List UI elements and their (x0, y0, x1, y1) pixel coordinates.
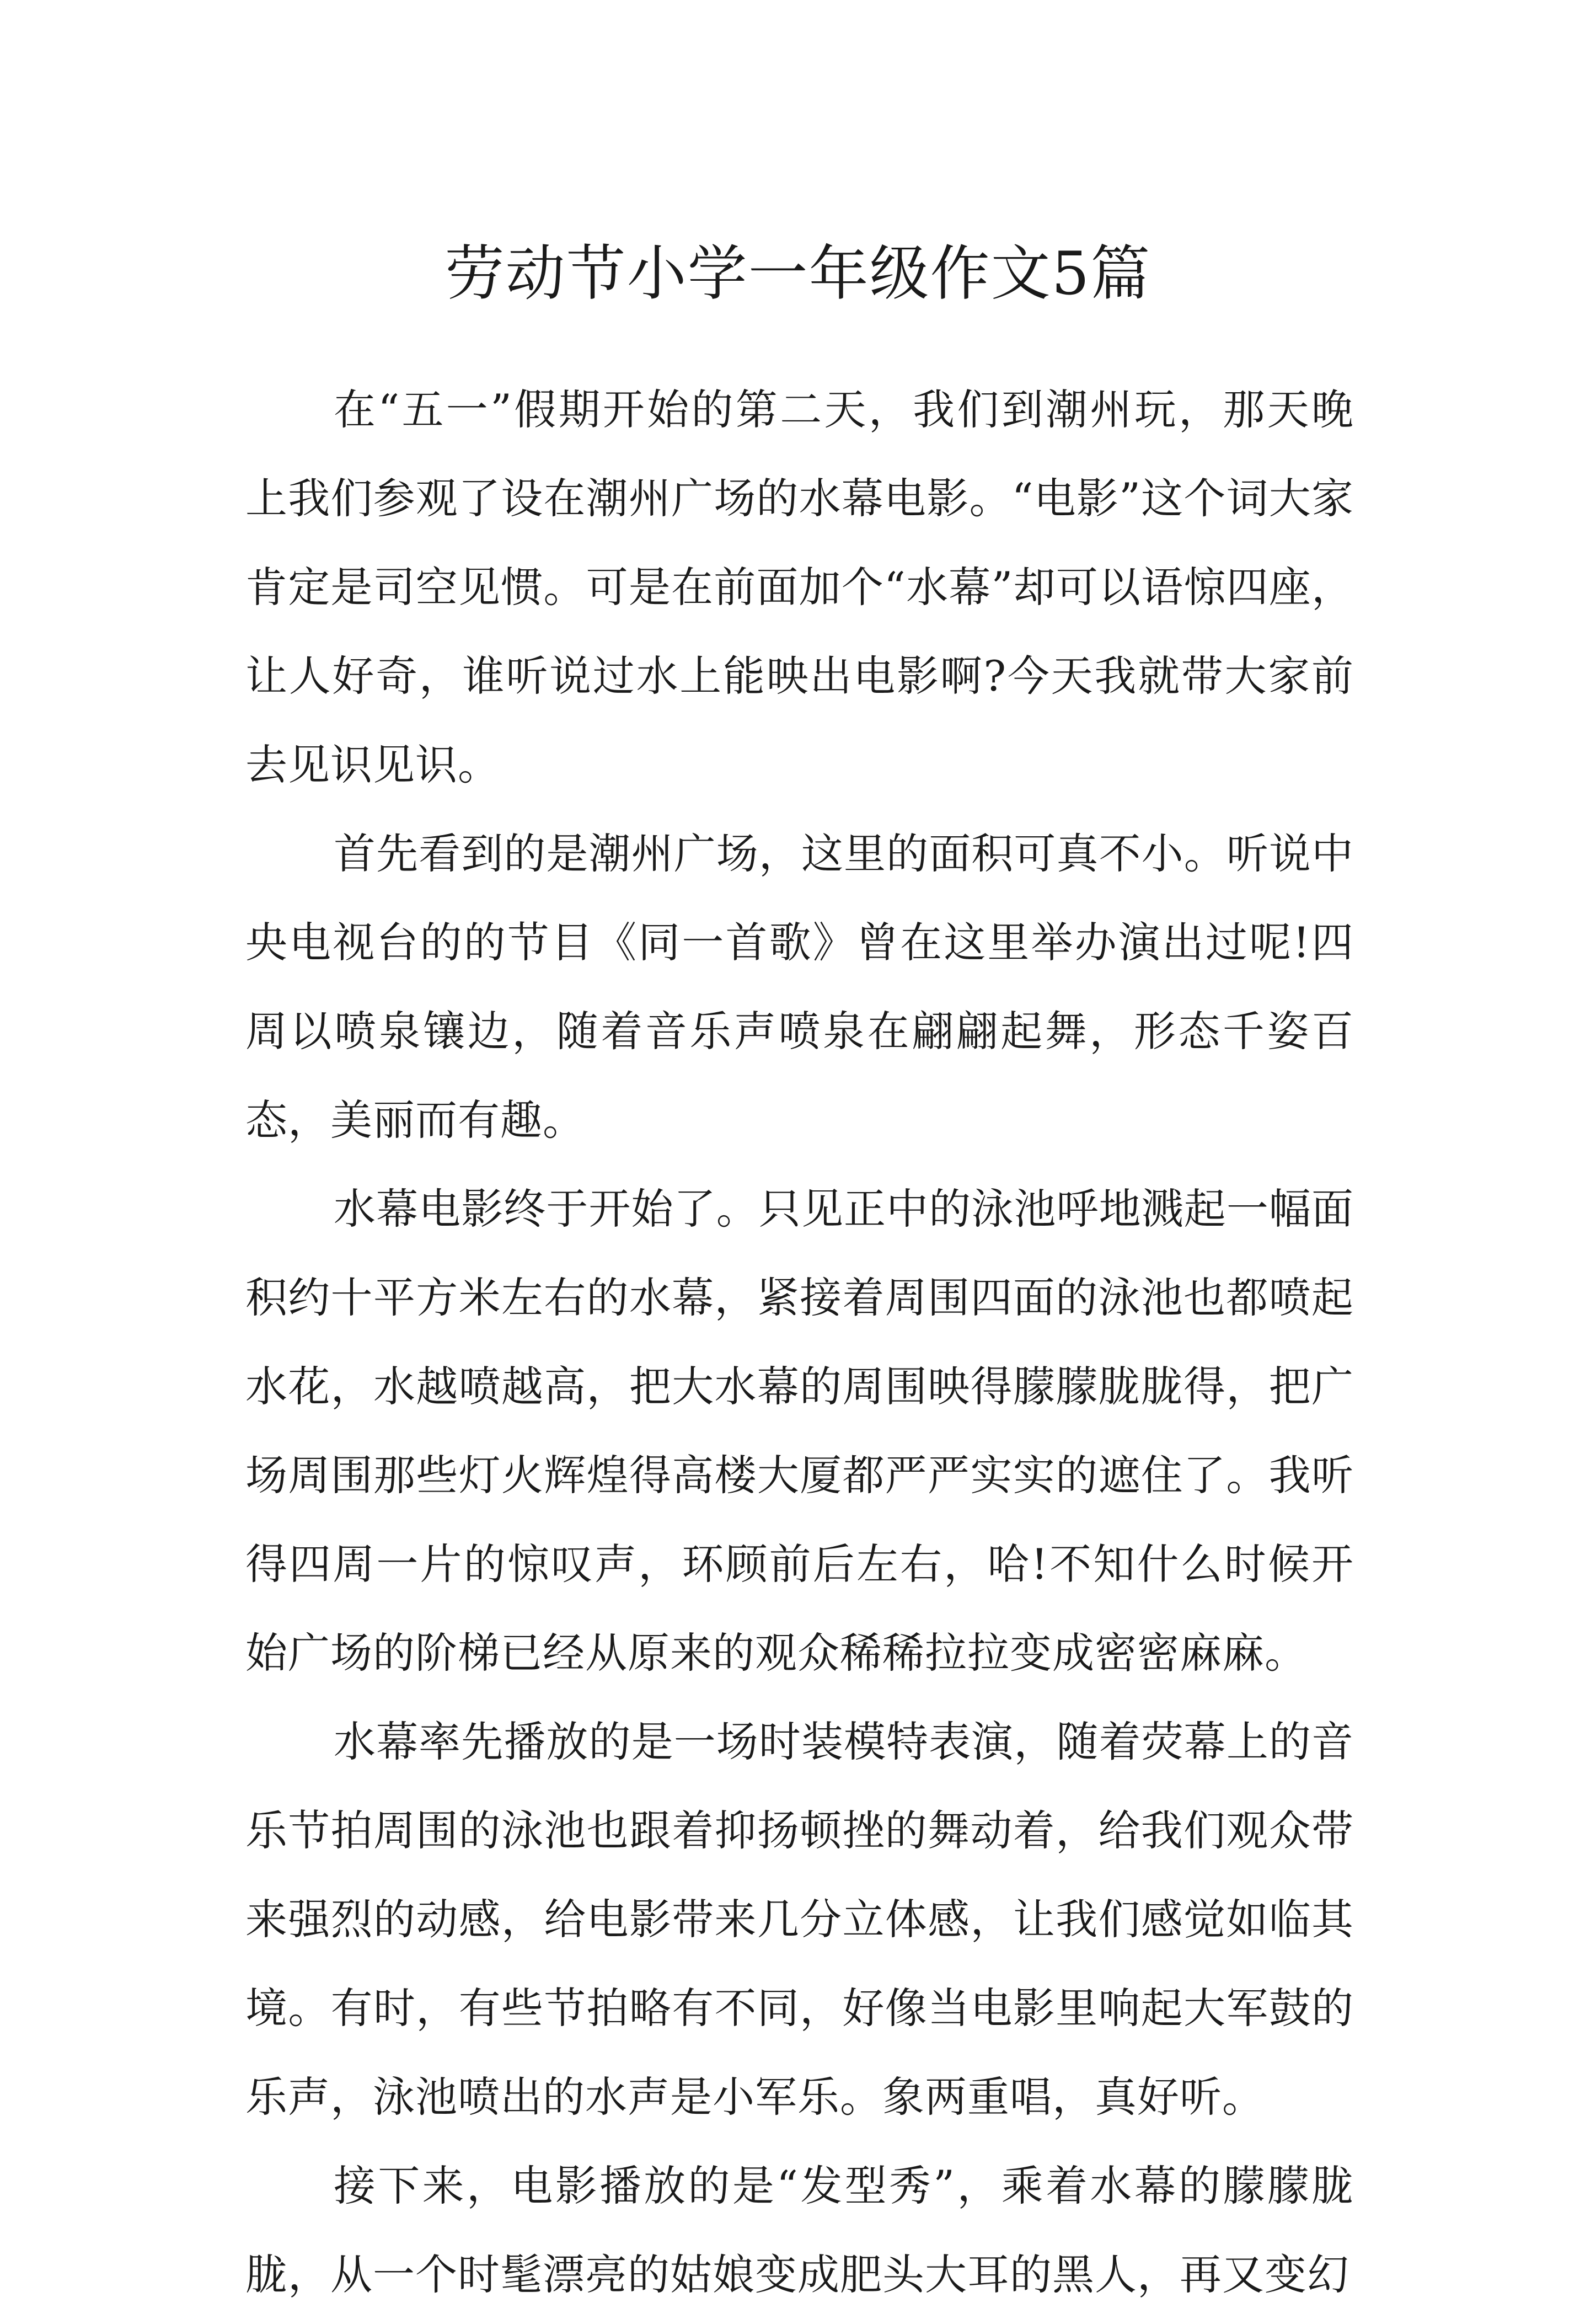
paragraph: 在“五一”假期开始的第二天，我们到潮州玩，那天晚上我们参观了设在潮州广场的水幕电影。“电影”这个词大家肯定是司空见惯。可是在前面加个“水幕”却可以语惊四座，让人好奇，谁听说过水上能映出电影啊?今天我就带大家前去见识见识。 (245, 385, 1354, 789)
paragraph: 水幕电影终于开始了。只见正中的泳池呼地溅起一幅面积约十平方米左右的水幕，紧接着周围四面的泳池也都喷起水花，水越喷越高，把大水幕的周围映得朦朦胧胧得，把广场周围那些灯火辉煌得高楼大厦都严严实实的遮住了。我听得四周一片的惊叹声，环顾前后左右，哈!不知什么时候开始广场的阶梯已经从原来的观众稀稀拉拉变成密密麻麻。 (245, 1184, 1354, 1677)
paragraph: 首先看到的是潮州广场，这里的面积可真不小。听说中央电视台的的节目《同一首歌》曾在这里举办演出过呢!四周以喷泉镶边，随着音乐声喷泉在翩翩起舞，形态千姿百态，美丽而有趣。 (245, 829, 1354, 1145)
paragraph: 水幕率先播放的是一场时装模特表演，随着荧幕上的音乐节拍周围的泳池也跟着抑扬顿挫的舞动着，给我们观众带来强烈的动感，给电影带来几分立体感，让我们感觉如临其境。有时，有些节拍略有不同，好像当电影里响起大军鼓的乐声，泳池喷出的水声是小军乐。象两重唱，真好听。 (245, 1717, 1354, 2122)
paragraph: 接下来，电影播放的是“发型秀”，乘着水幕的朦朦胧胧，从一个时髦漂亮的姑娘变成肥头大耳的黑人，再又变幻 (245, 2161, 1354, 2299)
document-body (245, 365, 1354, 2319)
document-title: 劳动节小学一年级作文5篇 (444, 239, 1152, 309)
